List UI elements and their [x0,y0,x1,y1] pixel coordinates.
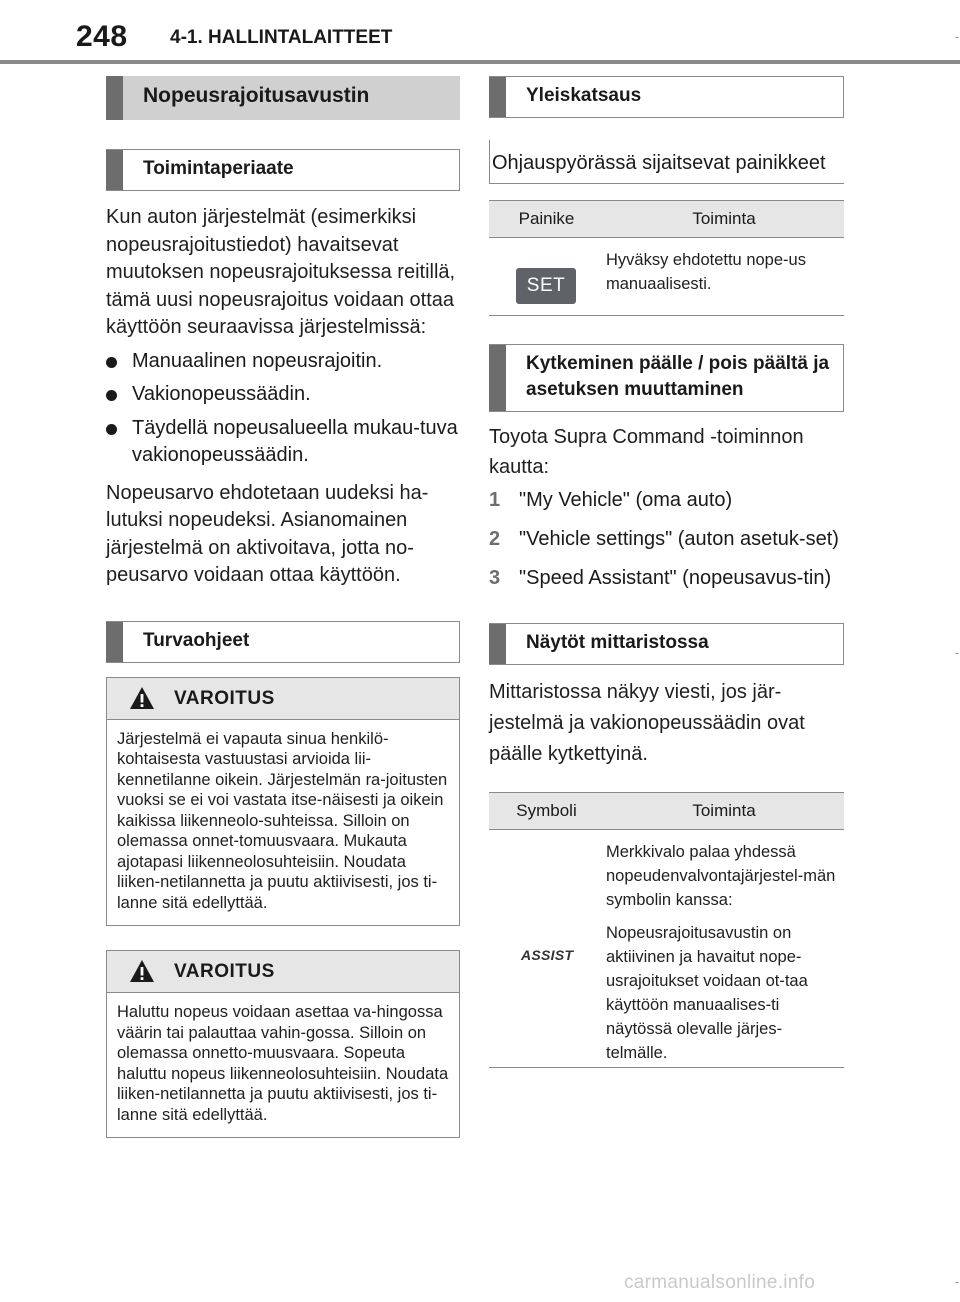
page-header [0,0,960,64]
margin-tick [955,37,959,38]
list-item [106,348,460,376]
warning-box [106,950,460,1138]
header-rule [0,60,960,64]
heading-bar [106,150,123,190]
right-column [489,76,844,1068]
overview-intro [489,140,844,184]
step-item [489,564,844,593]
heading-displays [489,623,844,665]
warning-label: VAROITUS [174,961,275,982]
step-number: 2 [489,528,501,550]
step-text: "Speed Assistant" (nopeusavus-tin) [519,567,832,589]
heading-bar [489,624,506,664]
intro-paragraph: Kun auton järjestelmät (esimerkiksi nopeusrajoitustiedot) havaitsevat muutoksen nopeusrajoituksessa reitillä, tämä uusi nopeusrajoitus voidaan ottaa käyttöön seuraavissa järjestelmissä: [106,206,456,338]
main-heading-text: Nopeusrajoitusavustin [143,84,370,107]
margin-tick [955,1282,959,1283]
warning-box [106,677,460,927]
overview-intro-text: Ohjauspyörässä sijaitsevat painikkeet [492,152,826,174]
subheading-principle [106,149,460,191]
bullet-icon [106,357,117,368]
watermark: carmanualsonline.info [624,1272,816,1293]
column-header: Toiminta [692,209,756,228]
heading-overview [489,76,844,118]
list-item [106,415,460,470]
table-header [489,200,844,238]
warning-header [107,678,459,720]
left-column [106,76,460,1138]
symbol-description: Merkkivalo palaa yhdessä nopeudenvalvontajärjestel-män symbolin kanssa: [606,843,836,909]
table-header [489,792,844,830]
list-item [106,381,460,409]
bullet-list [106,348,460,470]
step-text: "Vehicle settings" (auton asetuk-set) [519,528,839,550]
list-item-text: Täydellä nopeusalueella mukau-tuva vakionopeussäädin. [132,416,458,466]
step-number: 3 [489,567,501,589]
list-item-text: Manuaalinen nopeusrajoitin. [132,349,383,372]
steps-list [489,486,844,593]
heading-bar [489,77,506,117]
step-number: 1 [489,489,501,511]
warning-label: VAROITUS [174,687,275,709]
warning-text: Haluttu nopeus voidaan asettaa va-hingossa väärin tai palauttaa vahin-gossa. Silloin on olemassa onnetto-muusvaara. Sopeuta haluttu nopeus liikenneolosuhteisiin. Noudata liiken-netilannetta ja puutu aktiivisesti, jos ti-lanne sitä edellyttää. [117,1003,449,1124]
heading-text: Kytkeminen päälle / pois päältä ja asetuksen muuttaminen [526,353,830,400]
heading-bar [489,345,506,411]
table-cell [489,830,604,1067]
heading-switching [489,344,844,412]
heading-bar [106,622,123,662]
heading-text: Näytöt mittaristossa [526,632,709,653]
main-heading [106,76,460,123]
warning-header [107,951,459,993]
button-table [489,200,844,316]
table-row [489,238,844,316]
list-item-text: Vakionopeussäädin. [132,383,311,405]
section-title: 4-1. HALLINTALAITTEET [170,27,393,48]
warning-triangle-icon [129,959,155,983]
table-cell [604,830,844,1067]
column-header: Symboli [516,801,577,820]
step-item [489,525,844,554]
subheading-safety [106,621,460,663]
warning-text: Järjestelmä ei vapauta sinua henkilö-kohtaisesta vastuustasi arvioida lii-kennetilanne oikein. Järjestelmän ra-joitusten vuoksi se ei voi vastata itse-näisesti ja oikein kaikissa liikenneolo-suhteissa. Silloin on olemassa onnet-tomuusvaara. Mukauta ajotapasi liikenneolosuhteisiin. Noudata liiken-netilannetta ja puutu aktiivisesti, jos ti-lanne sitä edellyttää. [117,729,448,912]
assist-symbol-icon: ASSIST [521,947,574,963]
step-item [489,486,844,515]
column-header: Toiminta [692,801,756,820]
symbol-description: Nopeusrajoitusavustin on aktiivinen ja havaitut nope-usrajoitukset voidaan ot-taa käyttöön manuaalises-ti näytössä olevalle järjes-telmälle. [606,924,808,1062]
subheading-text: Toimintaperiaate [143,158,294,179]
margin-tick [955,653,959,654]
set-button-icon: SET [516,268,576,304]
warning-triangle-icon [129,686,155,710]
subheading-text: Turvaohjeet [143,629,250,651]
display-paragraph: Mittaristossa näkyy viesti, jos jär-jestelmä ja vakionopeussäädin ovat päälle kytkettyinä. [489,681,805,765]
symbol-table [489,792,844,1068]
column-header: Painike [518,209,575,228]
suggestion-paragraph: Nopeusarvo ehdotetaan uudeksi ha-lutuksi nopeudeksi. Asianomainen järjestelmä on aktivoitava, jotta no-peusarvo voidaan ottaa käyttöön. [106,481,429,586]
table-row [489,830,844,1068]
switch-intro: Toyota Supra Command -toiminnon kautta: [489,426,804,478]
step-text: "My Vehicle" (oma auto) [519,489,733,511]
bullet-icon [106,424,117,435]
page-number: 248 [76,20,128,53]
heading-bar [106,76,123,120]
table-cell [489,238,604,315]
heading-text: Yleiskatsaus [526,85,642,106]
table-cell: Hyväksy ehdotettu nope-us manuaalisesti. [606,251,806,293]
bullet-icon [106,390,117,401]
